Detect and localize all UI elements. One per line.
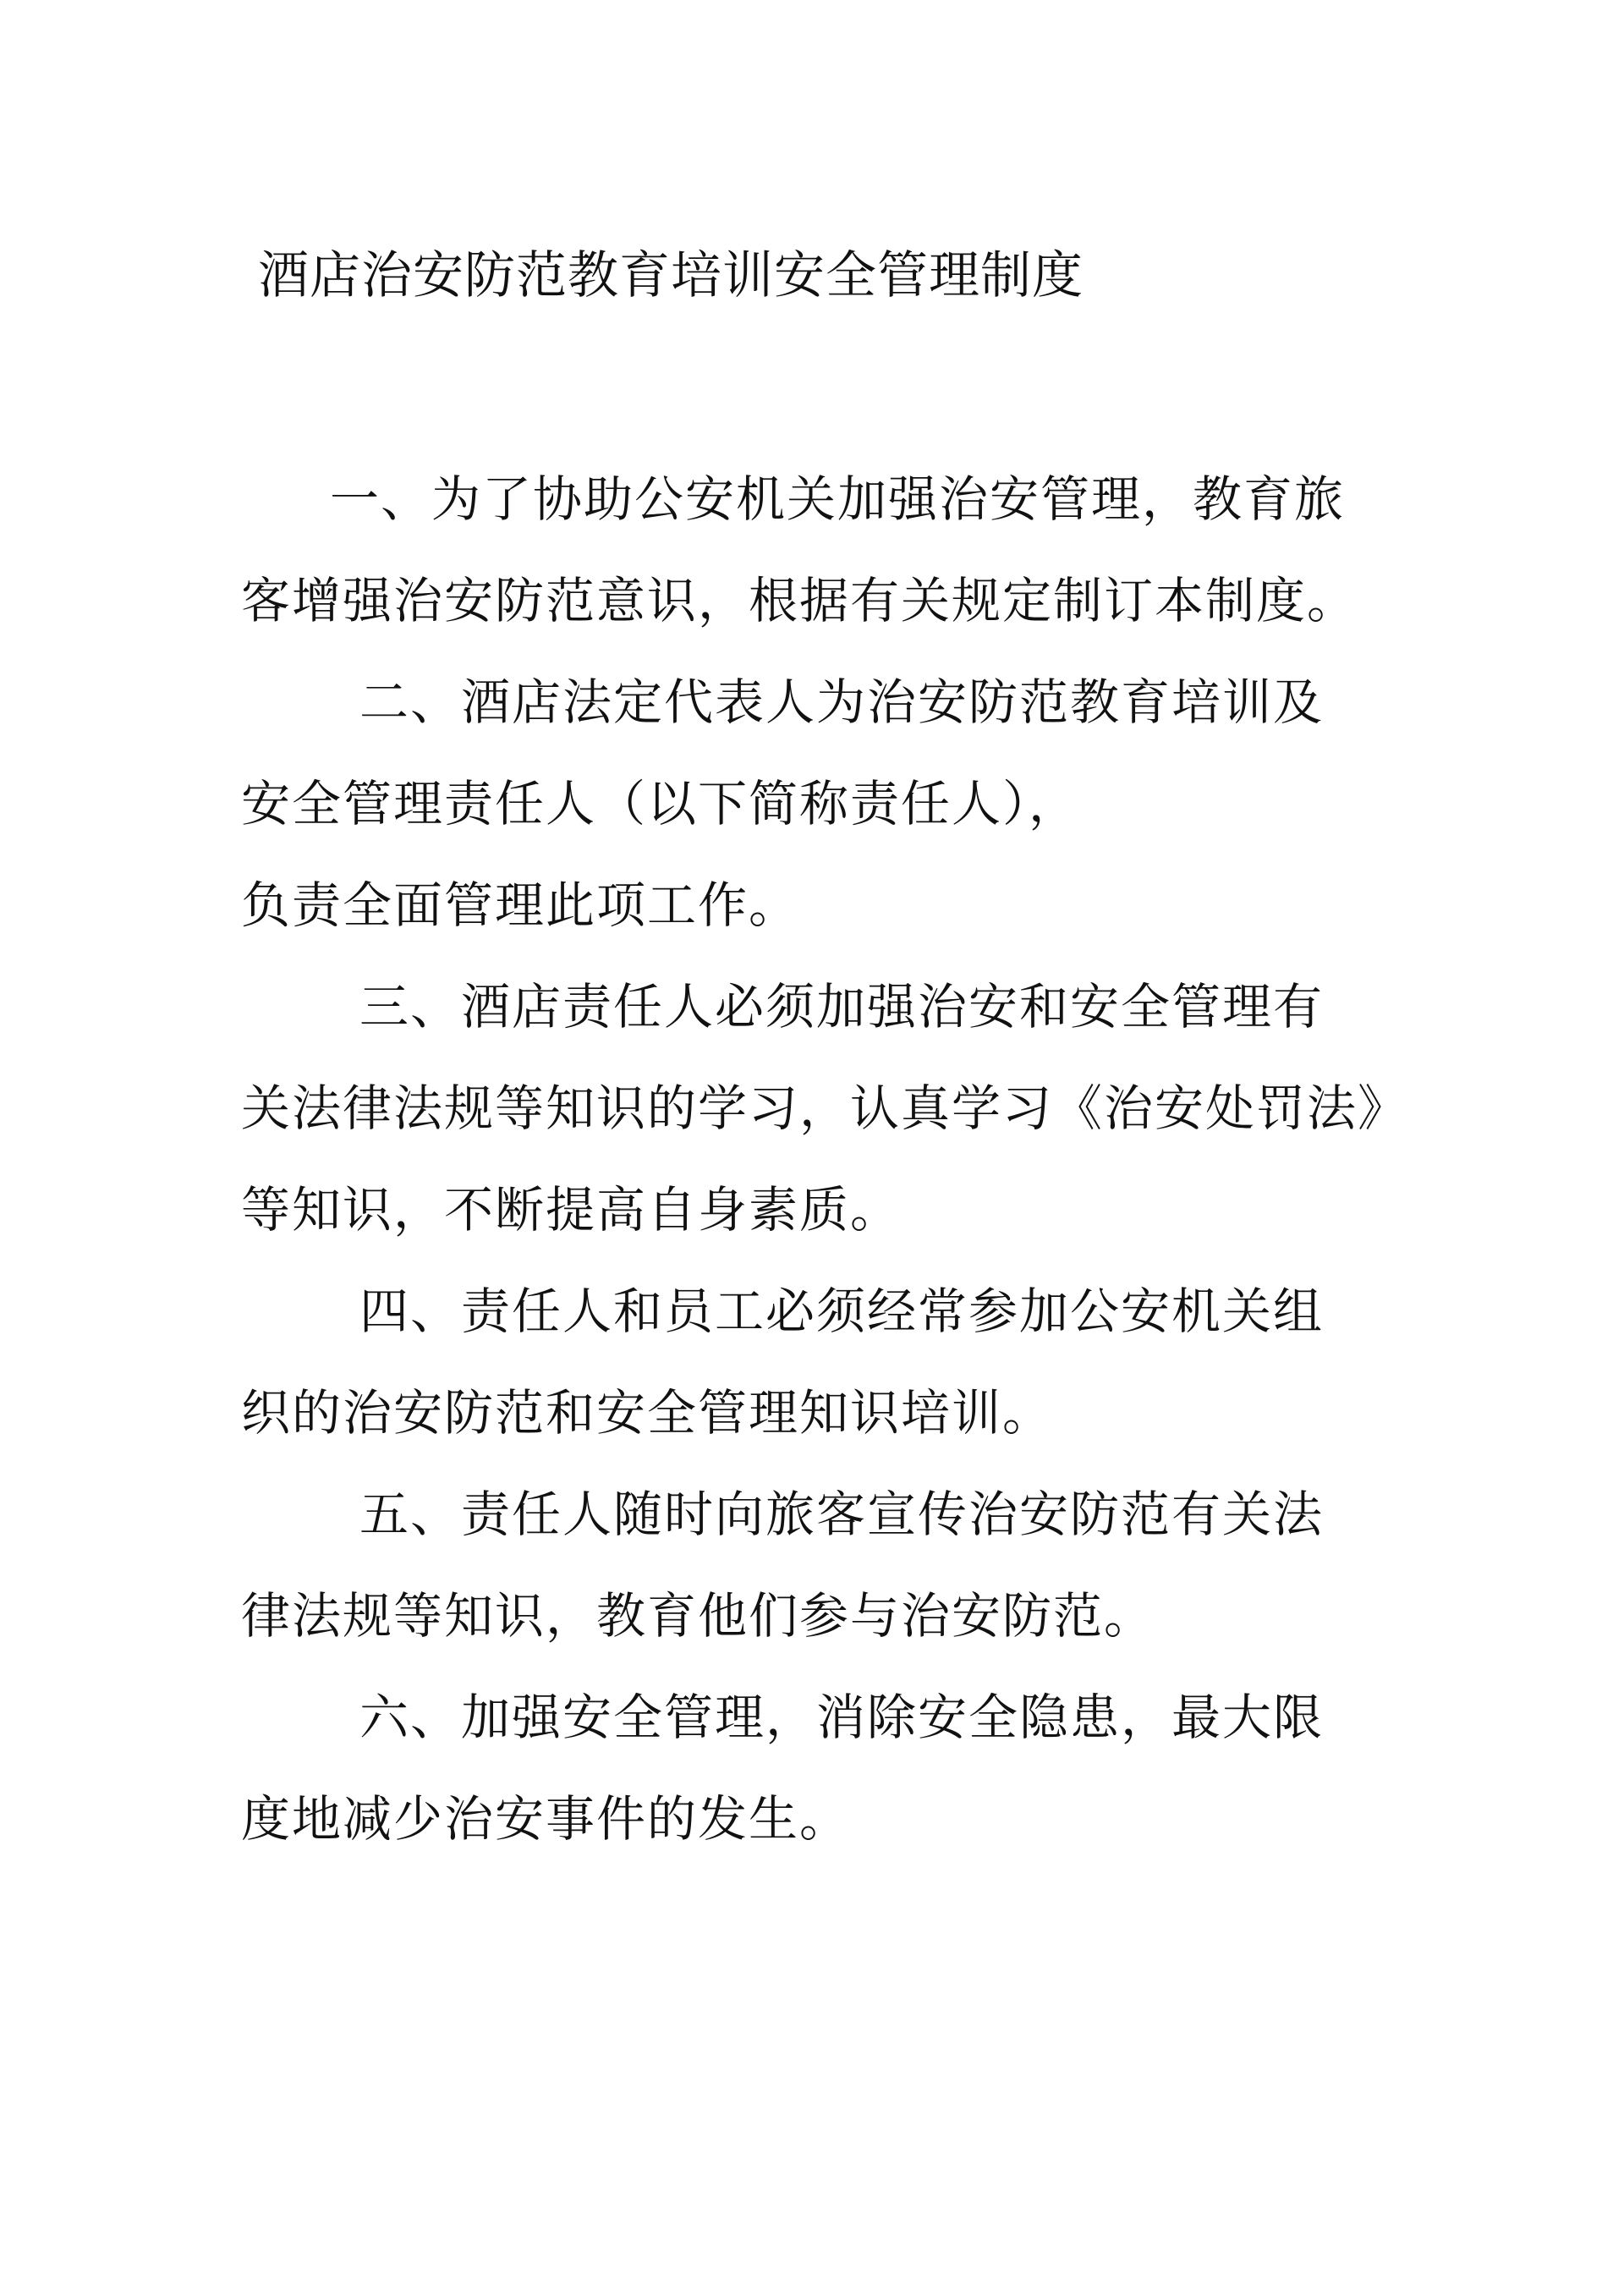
- clause-4-line-1: 四、责任人和员工必须经常参加公安机关组: [359, 1283, 1325, 1340]
- clause-4-line-2: 织的治安防范和安全管理知识培训。: [241, 1384, 1054, 1442]
- clause-2-line-3: 负责全面管理此项工作。: [241, 876, 800, 934]
- clause-3-line-3: 等知识，不断提高自身素质。: [241, 1181, 902, 1239]
- clause-5-line-1: 五、责任人随时向旅客宣传治安防范有关法: [359, 1486, 1325, 1543]
- clause-2-line-2: 安全管理责任人（以下简称责任人），: [241, 775, 1080, 832]
- clause-2-line-1: 二、酒店法定代表人为治安防范教育培训及: [359, 673, 1325, 731]
- clause-3-line-2: 关法律法规等知识的学习，认真学习《治安处罚法》: [241, 1079, 1409, 1137]
- clause-1-line-1: 一、为了协助公安机关加强治安管理，教育旅: [330, 470, 1346, 528]
- clause-1-line-2: 客增强治安防范意识，根据有关规定制订本制度。: [241, 572, 1358, 629]
- clause-6-line-1: 六、加强安全管理，消除安全隐患，最大限: [359, 1689, 1325, 1746]
- clause-3-line-1: 三、酒店责任人必须加强治安和安全管理有: [359, 978, 1325, 1035]
- clause-5-line-2: 律法规等知识，教育他们参与治安防范。: [241, 1587, 1155, 1645]
- document-title: 酒店治安防范教育培训安全管理制度: [258, 246, 1084, 305]
- document-body: [241, 448, 1409, 1870]
- clause-6-line-2: 度地减少治安事件的发生。: [241, 1790, 851, 1848]
